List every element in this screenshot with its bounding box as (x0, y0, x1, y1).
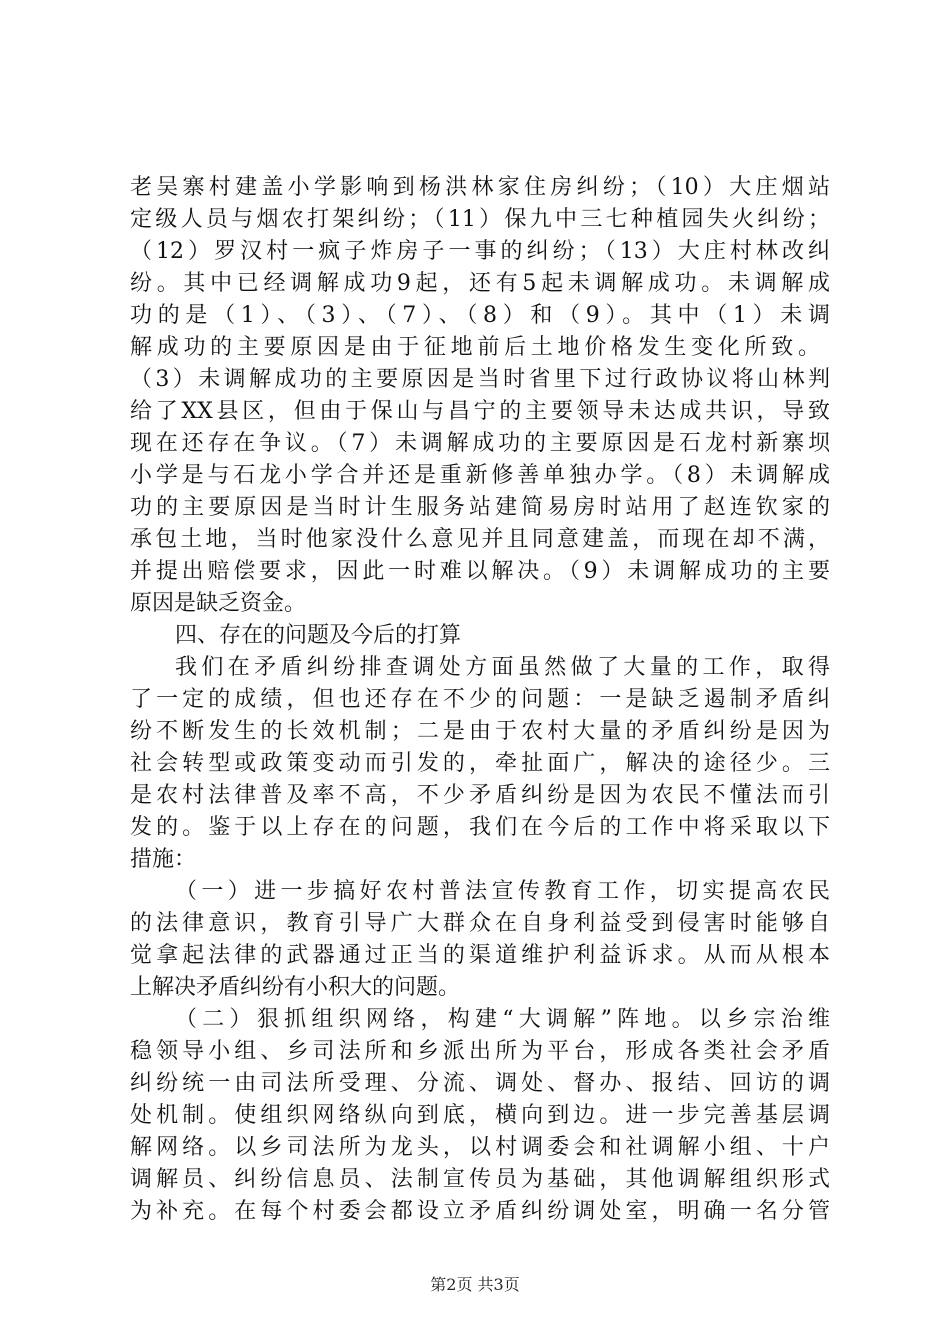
text-line: 并提出赔偿要求，因此一时难以解决。（9）未调解成功的主要 (130, 559, 830, 584)
text-line: 现在还存在争议。（7）未调解成功的主要原因是石龙村新寨坝 (130, 431, 830, 456)
text-line: 上解决矛盾纠纷有小积大的问题。 (130, 975, 461, 1000)
text-line: 是农村法律普及率不高，不少矛盾纠纷是因为农民不懂法而引 (130, 783, 830, 808)
text-line: 的法律意识，教育引导广大群众在自身利益受到侵害时能够自 (130, 911, 830, 936)
text-line: （3）未调解成功的主要原因是当时省里下过行政协议将山林判 (130, 367, 830, 392)
text-line: （12）罗汉村一疯子炸房子一事的纠纷；（13）大庄村林改纠 (130, 239, 830, 264)
text-line: 定级人员与烟农打架纠纷；（11）保九中三七种植园失火纠纷； (130, 207, 830, 232)
text-line: 给了XX县区，但由于保山与昌宁的主要领导未达成共识，导致 (130, 399, 830, 424)
text-line: 调解员、纠纷信息员、法制宣传员为基础，其他调解组织形式 (130, 1167, 830, 1192)
text-line: 措施： (130, 847, 197, 872)
text-line: 纷。其中已经调解成功9起，还有5起未调解成功。未调解成 (130, 271, 830, 296)
text-line: 纠纷统一由司法所受理、分流、调处、督办、报结、回访的调 (130, 1071, 830, 1096)
text-line: 社会转型或政策变动而引发的，牵扯面广，解决的途径少。三 (130, 751, 830, 776)
section-heading: 四、存在的问题及今后的打算 (175, 623, 462, 648)
text-line: 发的。鉴于以上存在的问题，我们在今后的工作中将采取以下 (130, 815, 830, 840)
text-line: 为补充。在每个村委会都设立矛盾纠纷调处室，明确一名分管 (130, 1199, 830, 1224)
text-line: 功的是（1）、（3）、（7）、（8）和（9）。其中（1）未调 (130, 303, 830, 328)
text-line: 承包土地，当时他家没什么意见并且同意建盖，而现在却不满， (130, 527, 830, 552)
text-line: 我们在矛盾纠纷排查调处方面虽然做了大量的工作，取得 (175, 655, 830, 680)
text-line: 老吴寨村建盖小学影响到杨洪林家住房纠纷；（10）大庄烟站 (130, 175, 830, 200)
text-line: （二）狠抓组织网络，构建“大调解”阵地。以乡宗治维 (175, 1007, 830, 1032)
text-line: 解网络。以乡司法所为龙头，以村调委会和社调解小组、十户 (130, 1135, 830, 1160)
text-line: 解成功的主要原因是由于征地前后土地价格发生变化所致。 (130, 335, 820, 360)
text-line: 觉拿起法律的武器通过正当的渠道维护利益诉求。从而从根本 (130, 943, 830, 968)
text-line: 功的主要原因是当时计生服务站建简易房时站用了赵连钦家的 (130, 495, 830, 520)
text-line: 原因是缺乏资金。 (130, 591, 307, 616)
text-line: 了一定的成绩，但也还存在不少的问题：一是缺乏遏制矛盾纠 (130, 687, 830, 712)
text-line: 小学是与石龙小学合并还是重新修善单独办学。（8）未调解成 (130, 463, 830, 488)
text-line: （一）进一步搞好农村普法宣传教育工作，切实提高农民 (175, 879, 830, 904)
text-line: 处机制。使组织网络纵向到底，横向到边。进一步完善基层调 (130, 1103, 830, 1128)
text-line: 纷不断发生的长效机制；二是由于农村大量的矛盾纠纷是因为 (130, 719, 830, 744)
page-number-footer: 第2页 共3页 (430, 1275, 520, 1294)
text-line: 稳领导小组、乡司法所和乡派出所为平台，形成各类社会矛盾 (130, 1039, 830, 1064)
